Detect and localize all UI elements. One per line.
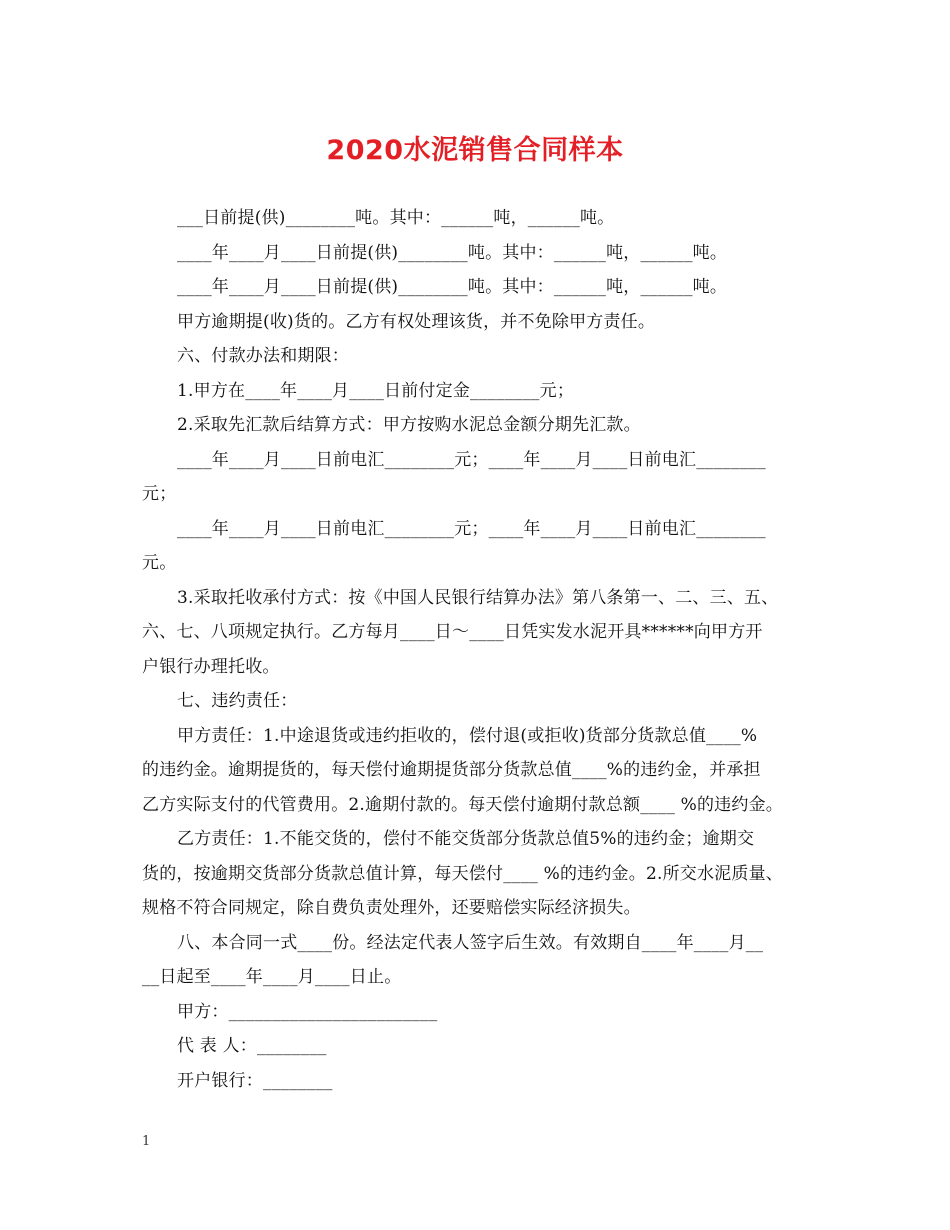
text-line: 甲方逾期提(收)货的。乙方有权处理该货，并不免除甲方责任。 <box>177 311 656 332</box>
text-line: 开户银行：________ <box>177 1070 333 1091</box>
text-line: 七、违约责任： <box>177 691 298 711</box>
text-line: 规格不符合同规定，除自费负责处理外，还要赔偿实际经济损失。 <box>142 898 641 918</box>
text-line: 甲方：________________________ <box>177 1001 438 1022</box>
text-line: 六、七、八项规定执行。乙方每月____日～____日凭实发水泥开具******向甲方开 <box>142 622 763 642</box>
text-line: ____年____月____日前电汇________元；____年____月____日前电汇________ <box>177 449 766 470</box>
text-line: ____年____月____日前提(供)________吨。其中：______吨，______吨。 <box>177 242 728 263</box>
text-line: 代 表 人：________ <box>177 1036 327 1056</box>
text-line: ____年____月____日前电汇________元；____年____月____日前电汇________ <box>177 518 766 539</box>
text-line: 元； <box>142 484 177 504</box>
text-line: 乙方责任：1.不能交货的，偿付不能交货部分货款总值5%的违约金；逾期交 <box>177 829 755 849</box>
text-line: 的违约金。逾期提货的，每天偿付逾期提货部分货款总值____%的违约金，并承担 <box>142 760 761 780</box>
text-line: ____年____月____日前提(供)________吨。其中：______吨，______吨。 <box>177 277 728 297</box>
text-line: 元。 <box>142 553 177 573</box>
text-line: 3.采取托收承付方式：按《中国人民银行结算办法》第八条第一、二、三、五、 <box>177 587 779 608</box>
text-line: 八、本合同一式____份。经法定代表人签字后生效。有效期自____年____月__ <box>177 932 764 953</box>
text-line: 1.甲方在____年____月____日前付定金________元； <box>177 380 575 401</box>
text-line: __日起至____年____月____日止。 <box>142 967 402 987</box>
text-line: 2.采取先汇款后结算方式：甲方按购水泥总金额分期先汇款。 <box>177 415 641 435</box>
text-line: 户银行办理托收。 <box>142 656 280 677</box>
text-line: 乙方实际支付的代管费用。2.逾期付款的。每天偿付逾期付款总额____ %的违约金。 <box>142 794 783 815</box>
text-line: ___日前提(供)________吨。其中：______吨，______吨。 <box>177 208 615 228</box>
page-number: 1 <box>142 1134 151 1149</box>
document-title: 2020水泥销售合同样本 <box>326 135 624 166</box>
document-body <box>142 201 814 1098</box>
text-line: 六、付款办法和期限： <box>177 346 349 366</box>
text-line: 甲方责任：1.中途退货或违约拒收的，偿付退(或拒收)货部分货款总值____% <box>177 725 758 746</box>
text-line: 货的，按逾期交货部分货款总值计算，每天偿付____ %的违约金。2.所交水泥质量、 <box>142 863 783 884</box>
